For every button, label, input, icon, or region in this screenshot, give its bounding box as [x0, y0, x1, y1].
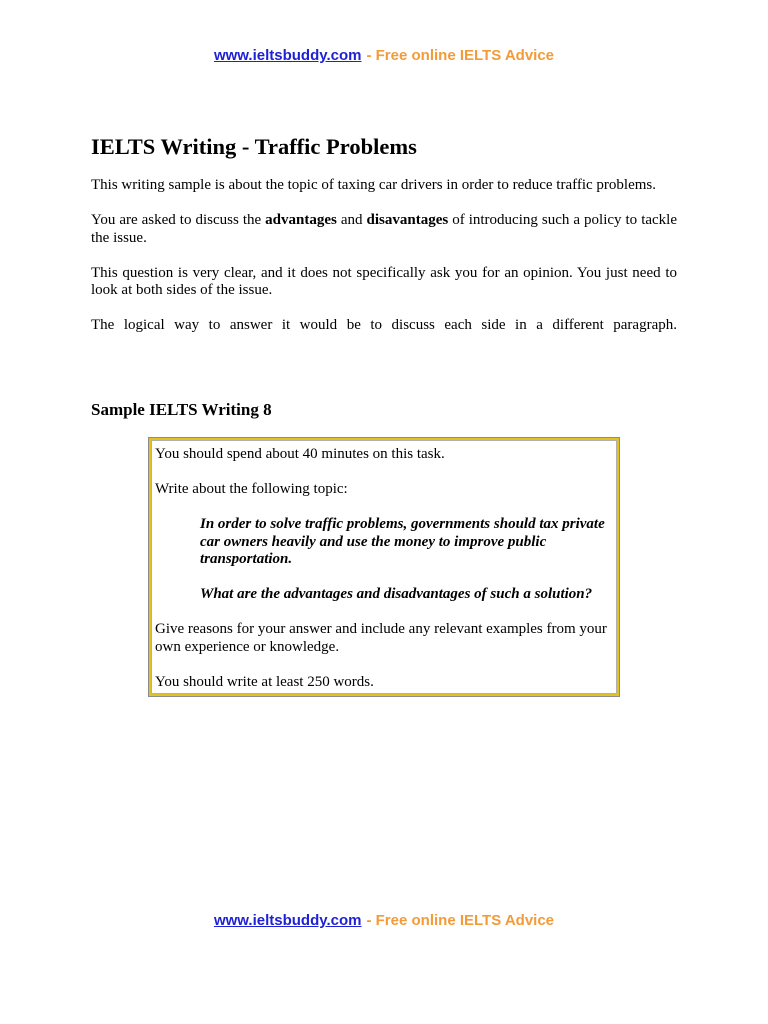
page-header — [0, 47, 768, 65]
paragraph-line: the issue. — [91, 229, 147, 246]
task-prompt-line: transportation. — [200, 551, 293, 567]
intro-section — [91, 177, 677, 352]
header-tagline: - Free online IELTS Advice — [366, 47, 555, 64]
intro-paragraph-3 — [91, 265, 677, 300]
task-instruction: Write about the following topic: — [155, 481, 348, 497]
writing-task-box — [148, 437, 620, 697]
disadvantages-keyword: disavantages — [366, 212, 449, 228]
task-prompt-line: In order to solve traffic problems, governments should tax private — [200, 516, 605, 532]
intro-paragraph-2 — [91, 212, 677, 247]
task-time-note: You should spend about 40 minutes on this task. — [155, 446, 445, 462]
task-reasons-line: own experience or knowledge. — [155, 638, 340, 655]
task-reasons — [155, 621, 613, 656]
task-reasons-line: Give reasons for your answer and include any relevant examples from your — [155, 621, 607, 637]
task-prompt — [200, 516, 613, 569]
advantages-keyword: advantages — [265, 212, 337, 228]
text-run: of introducing such a policy to tackle — [448, 212, 677, 228]
text-run: You are asked to discuss the — [91, 212, 266, 228]
intro-paragraph-4 — [91, 317, 677, 335]
paragraph-line: This question is very clear, and it does not specifically ask you for an opinion. You just need to — [91, 264, 677, 281]
intro-paragraph-1: This writing sample is about the topic of taxing car drivers in order to reduce traffic problems. — [91, 177, 656, 193]
sample-heading: Sample IELTS Writing 8 — [91, 400, 272, 419]
page-title: IELTS Writing - Traffic Problems — [91, 134, 417, 159]
footer-tagline: - Free online IELTS Advice — [366, 912, 555, 929]
page-footer — [0, 912, 768, 930]
paragraph-line — [91, 212, 677, 230]
task-prompt-line: car owners heavily and use the money to improve public — [200, 533, 547, 550]
paragraph-line: look at both sides of the issue. — [91, 282, 273, 298]
header-site-link[interactable]: www.ieltsbuddy.com — [213, 47, 362, 64]
paragraph-line: The logical way to answer it would be to discuss each side in a different paragraph. — [91, 317, 677, 333]
task-question: What are the advantages and disadvantages of such a solution? — [200, 586, 593, 602]
text-run: and — [336, 212, 367, 228]
footer-site-link[interactable]: www.ieltsbuddy.com — [213, 912, 362, 929]
task-word-count: You should write at least 250 words. — [155, 673, 374, 690]
